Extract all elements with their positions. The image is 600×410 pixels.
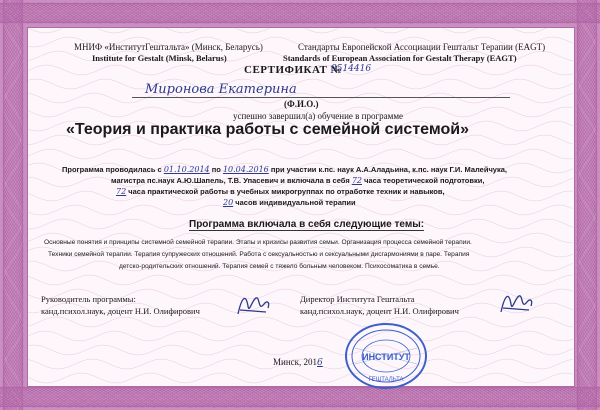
institute-stamp <box>343 318 429 390</box>
themes-line-1: Основные понятия и принципы системной семейной терапии. Этапы и кризисы развития семьи. Организация процесса семейной терапии. <box>44 239 472 246</box>
theory-hours: 72 <box>351 176 362 185</box>
info-line2-start: магистра пс.наук А.Ю.Шапель, Т.В. Упасевич и включала в себя <box>111 176 350 185</box>
name-underline <box>132 97 510 98</box>
themes-line-2: Техники семейной терапии. Терапия супружеских отношений. Работа с сексуальностью и сексуальными дисгармониями в паре. Терапия <box>48 251 470 258</box>
info-line2-end: часа теоретической подготовки, <box>364 176 485 185</box>
right-org-name-en: Standards of European Association for Gestalt Therapy (EAGT) <box>283 53 517 63</box>
program-info-line-3 <box>116 187 445 196</box>
info-line3-end: часа практической работы в учебных микрогруппах по отработке техник и навыков, <box>128 187 445 196</box>
info-line1-start: Программа проводилась с <box>62 165 162 174</box>
left-signer-role: Руководитель программы: <box>41 294 136 304</box>
left-signer-name: канд.психол.наук, доцент Н.И. Олифирович <box>41 306 200 316</box>
fio-label: (Ф.И.О.) <box>284 99 319 109</box>
program-info-line-1 <box>62 165 507 174</box>
left-org-name: МНИФ «ИнститутГештальта» (Минск, Беларусь) <box>74 42 263 52</box>
holder-name: Миронова Екатерина <box>145 82 297 97</box>
year-digit: 6 <box>317 358 323 368</box>
program-name: «Теория и практика работы с семейной системой» <box>66 121 469 138</box>
left-signature <box>234 290 274 322</box>
individual-hours: 20 <box>223 198 234 207</box>
background-pattern <box>28 28 574 386</box>
info-line4-end: часов индивидуальной терапии <box>235 198 356 207</box>
themes-line-3: детско-родительских отношений. Терапия семей с тяжело больным человеком. Психосоматика в семье. <box>119 263 440 270</box>
place-year-text: Минск, 201 <box>273 357 318 367</box>
stamp-lower-text: ГЕШТАЛЬТА <box>368 377 404 383</box>
info-line1-end: при участии к.пс. наук А.А.Аладьина, к.пс. наук Г.И. Малейчука, <box>270 165 507 174</box>
date-from: 01.10.2014 <box>163 165 210 174</box>
themes-heading: Программа включала в себя следующие темы: <box>189 219 425 230</box>
info-to-word: по <box>211 165 221 174</box>
right-org-name: Стандарты Европейской Ассоциации Гештальт Терапии (EAGT) <box>298 42 546 52</box>
right-signature <box>497 288 537 320</box>
program-info-line-4 <box>223 198 356 207</box>
certificate-title: СЕРТИФИКАТ № <box>244 64 343 76</box>
left-org-name-en: Institute for Gestalt (Minsk, Belarus) <box>92 53 227 63</box>
practice-hours: 72 <box>116 187 127 196</box>
right-signer-name: канд.психол.наук, доцент Н.И. Олифирович <box>300 306 459 316</box>
stamp-center-text: ИНСТИТУТ <box>362 352 410 362</box>
certificate-inner-panel <box>27 27 575 387</box>
place-and-year <box>273 357 323 368</box>
program-info-line-2 <box>111 176 484 185</box>
completed-text: успешно завершил(а) обучение в программе <box>233 111 404 121</box>
right-signer-role: Директор Института Гештальта <box>300 294 415 304</box>
certificate-number: 0514416 <box>331 64 372 74</box>
date-to: 10.04.2016 <box>222 165 269 174</box>
